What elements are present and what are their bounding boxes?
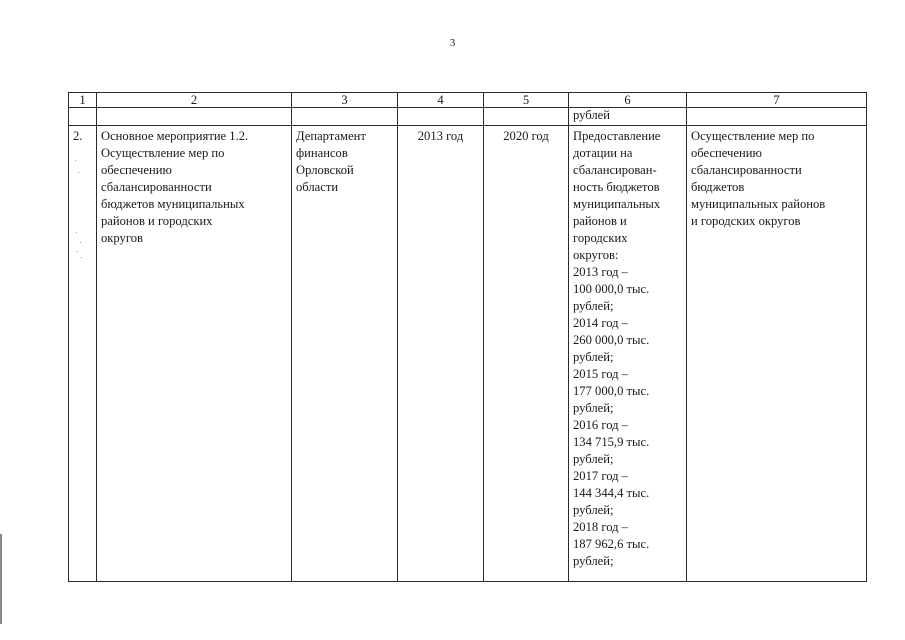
scan-edge-mark xyxy=(0,534,2,624)
scan-speck xyxy=(80,242,81,243)
column-number-6: 6 xyxy=(569,93,687,108)
program-activities-table xyxy=(68,92,867,582)
end-year-cell: 2020 год xyxy=(484,126,569,582)
column-number-1: 1 xyxy=(69,93,97,108)
start-year-cell: 2013 год xyxy=(398,126,484,582)
continuation-cell-4 xyxy=(398,108,484,126)
continuation-row xyxy=(69,108,867,126)
page-number: 3 xyxy=(449,37,456,49)
table-row xyxy=(69,126,867,582)
expected-result-cell: Предоставление дотации на сбалансирован- ность бюджетов муниципальных районов и городских округов: 2013 год – 100 000,0 тыс. рублей; 2014 год – 260 000,0 тыс. рублей; 2015 год – 177 000,0 тыс. рублей; 2016 год – 134 715,9 тыс. рублей; 2017 год – 144 344,4 тыс. рублей; 2018 год – 187 962,6 тыс. рублей; xyxy=(569,126,687,582)
executor-cell: Департамент финансов Орловской области xyxy=(292,126,398,582)
scan-speck xyxy=(81,257,82,258)
continuation-cell-1 xyxy=(69,108,97,126)
indicator-link-cell: Осуществление мер по обеспечению сбалансированности бюджетов муниципальных районов и городских округов xyxy=(687,126,867,582)
continuation-cell-2 xyxy=(97,108,292,126)
column-number-5: 5 xyxy=(484,93,569,108)
scan-speck xyxy=(78,172,79,173)
continuation-cell-6: рублей xyxy=(569,108,687,126)
continuation-cell-7 xyxy=(687,108,867,126)
scan-speck xyxy=(77,251,78,252)
column-number-4: 4 xyxy=(398,93,484,108)
row-number-cell: 2. xyxy=(69,126,97,582)
column-number-row xyxy=(69,93,867,108)
column-number-7: 7 xyxy=(687,93,867,108)
column-number-2: 2 xyxy=(97,93,292,108)
column-number-3: 3 xyxy=(292,93,398,108)
scan-speck xyxy=(76,232,77,233)
continuation-cell-5 xyxy=(484,108,569,126)
scan-speck xyxy=(75,160,76,161)
continuation-cell-3 xyxy=(292,108,398,126)
activity-name-cell: Основное мероприятие 1.2. Осуществление мер по обеспечению сбалансированности бюджетов муниципальных районов и городских округов xyxy=(97,126,292,582)
